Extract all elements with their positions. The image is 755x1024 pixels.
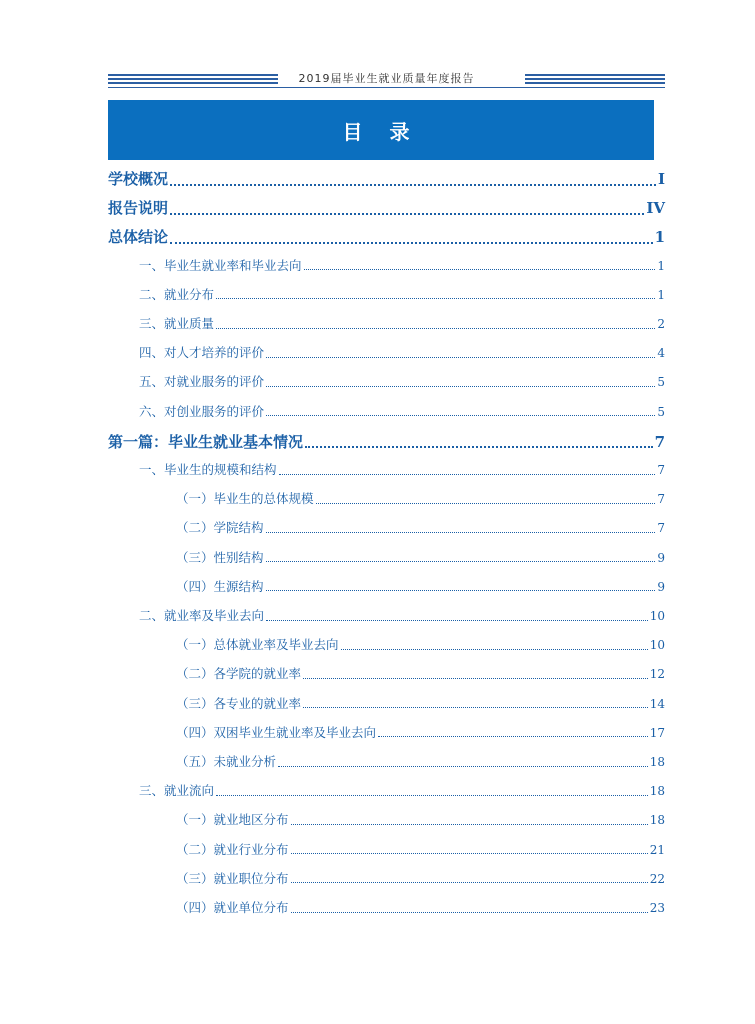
- toc-entry-page: 1: [657, 258, 665, 273]
- toc-entry[interactable]: [139, 285, 665, 303]
- toc-entry-page: 7: [657, 492, 665, 507]
- toc-entry-title: 一、毕业生就业率和毕业去向: [139, 257, 302, 273]
- toc-entry-title: （五）未就业分析: [176, 754, 277, 769]
- toc-leader-dots: [316, 503, 656, 504]
- toc-leader-dots: [304, 269, 656, 270]
- toc-entry-page: 7: [657, 521, 665, 536]
- toc-entry[interactable]: [176, 810, 665, 828]
- toc-leader-dots: [266, 561, 656, 562]
- toc-entry-title: 六、对创业服务的评价: [139, 403, 265, 419]
- toc-entry-title: （一）总体就业率及毕业去向: [176, 637, 339, 653]
- toc-entry[interactable]: [139, 372, 665, 390]
- toc-entry-page: 18: [649, 755, 665, 769]
- toc-leader-dots: [291, 853, 648, 854]
- toc-leader-dots: [291, 882, 648, 883]
- toc-entry[interactable]: [108, 197, 665, 218]
- toc-entry-page: 1: [657, 287, 665, 302]
- toc-entry[interactable]: [176, 518, 665, 536]
- toc-entry[interactable]: [176, 489, 665, 507]
- toc-leader-dots: [279, 474, 656, 475]
- toc-entry[interactable]: [108, 168, 665, 189]
- toc-entry-page: 18: [649, 813, 665, 828]
- toc-entry[interactable]: [176, 635, 665, 653]
- toc-entry-page: 14: [649, 696, 665, 711]
- toc-leader-dots: [341, 649, 648, 650]
- toc-leader-dots: [266, 620, 648, 621]
- toc-entry[interactable]: [139, 314, 665, 332]
- toc-entry[interactable]: [139, 402, 665, 420]
- toc-leader-dots: [305, 446, 653, 448]
- toc-entry-title: （三）各专业的就业率: [176, 695, 302, 711]
- toc-entry-title: （四）就业单位分布: [176, 900, 289, 915]
- toc-entry-page: 17: [649, 725, 665, 740]
- toc-entry[interactable]: [108, 431, 665, 452]
- toc-entry-page: 7: [657, 463, 665, 477]
- toc-entry[interactable]: [176, 664, 665, 682]
- toc-entry-page: 7: [654, 432, 665, 451]
- running-header: [108, 68, 665, 90]
- toc-entry[interactable]: [176, 898, 665, 916]
- toc-entry-page: 2: [657, 317, 665, 331]
- toc-entry[interactable]: [139, 256, 665, 274]
- toc-entry-page: 10: [649, 609, 665, 623]
- toc-leader-dots: [170, 242, 653, 244]
- toc-entry-page: 22: [649, 871, 665, 886]
- toc-entry-page: 21: [649, 842, 665, 857]
- toc-entry-page: 9: [657, 550, 665, 565]
- toc-entry-title: （三）性别结构: [176, 549, 264, 565]
- toc-leader-dots: [170, 213, 644, 215]
- toc-entry-title: 报告说明: [108, 199, 169, 218]
- toc-leader-dots: [266, 386, 655, 387]
- toc-entry-title: 二、就业率及毕业去向: [139, 608, 265, 623]
- toc-leader-dots: [303, 678, 648, 679]
- toc-entry-title: （一）就业地区分布: [176, 812, 289, 828]
- toc-entry-page: IV: [646, 199, 665, 218]
- toc-leader-dots: [291, 912, 648, 913]
- toc-entry[interactable]: [139, 343, 665, 361]
- toc-leader-dots: [266, 415, 655, 416]
- toc-entry[interactable]: [176, 869, 665, 887]
- toc-entry-title: 三、就业流向: [139, 783, 215, 799]
- toc-leader-dots: [303, 707, 648, 708]
- toc-entry[interactable]: [139, 606, 665, 624]
- toc-entry-page: I: [657, 170, 665, 188]
- toc-entry-title: （三）就业职位分布: [176, 870, 289, 886]
- toc-entry[interactable]: [176, 577, 665, 595]
- toc-entry-title: （一）毕业生的总体规模: [176, 491, 314, 507]
- toc-banner: [108, 100, 654, 160]
- toc-entry-title: （四）双困毕业生就业率及毕业去向: [176, 724, 377, 740]
- toc-leader-dots: [266, 357, 655, 358]
- toc-entry-title: 第一篇：毕业生就业基本情况: [108, 432, 304, 451]
- toc-entry[interactable]: [108, 226, 665, 247]
- toc-leader-dots: [216, 795, 648, 796]
- toc-leader-dots: [216, 328, 655, 329]
- header-title: 2019届毕业生就业质量年度报告: [298, 72, 475, 85]
- toc-leader-dots: [170, 184, 656, 186]
- toc-leader-dots: [378, 736, 648, 737]
- toc-entry-page: 12: [649, 667, 665, 682]
- toc-entry[interactable]: [139, 460, 665, 478]
- toc-entry-page: 4: [657, 346, 665, 361]
- toc-entry-page: 18: [649, 784, 665, 799]
- toc-entry[interactable]: [176, 752, 665, 770]
- header-rule: [108, 87, 665, 88]
- toc-entry-page: 10: [649, 638, 665, 653]
- toc-leader-dots: [266, 532, 656, 533]
- toc-entry-page: 9: [657, 579, 665, 594]
- toc-entry[interactable]: [176, 723, 665, 741]
- toc-entry-title: （二）学院结构: [176, 520, 264, 536]
- toc-leader-dots: [216, 298, 655, 299]
- toc-entry-title: 五、对就业服务的评价: [139, 374, 265, 390]
- toc-entry[interactable]: [176, 694, 665, 712]
- toc-entry-title: （二）就业行业分布: [176, 841, 289, 857]
- toc-leader-dots: [291, 824, 648, 825]
- toc-entry-title: 总体结论: [108, 228, 169, 247]
- toc-entry-page: 5: [657, 404, 665, 419]
- toc-entry[interactable]: [139, 781, 665, 799]
- toc-entry[interactable]: [176, 548, 665, 566]
- header-decor-right: [525, 74, 665, 86]
- toc-leader-dots: [278, 766, 648, 767]
- toc-entry-title: 二、就业分布: [139, 286, 215, 302]
- toc-entry-page: 5: [657, 375, 665, 390]
- toc-title: 目 录: [342, 119, 420, 144]
- toc-entry-title: 四、对人才培养的评价: [139, 345, 265, 361]
- toc-entry-title: （四）生源结构: [176, 578, 264, 594]
- toc-entry-title: 三、就业质量: [139, 316, 215, 331]
- toc-entry[interactable]: [176, 840, 665, 858]
- toc-entry-title: 一、毕业生的规模和结构: [139, 462, 277, 477]
- toc-entry-title: 学校概况: [108, 170, 169, 188]
- toc-entry-title: （二）各学院的就业率: [176, 666, 302, 682]
- toc-entry-page: 1: [654, 228, 665, 247]
- toc-entry-page: 23: [649, 901, 665, 915]
- toc-leader-dots: [266, 590, 656, 591]
